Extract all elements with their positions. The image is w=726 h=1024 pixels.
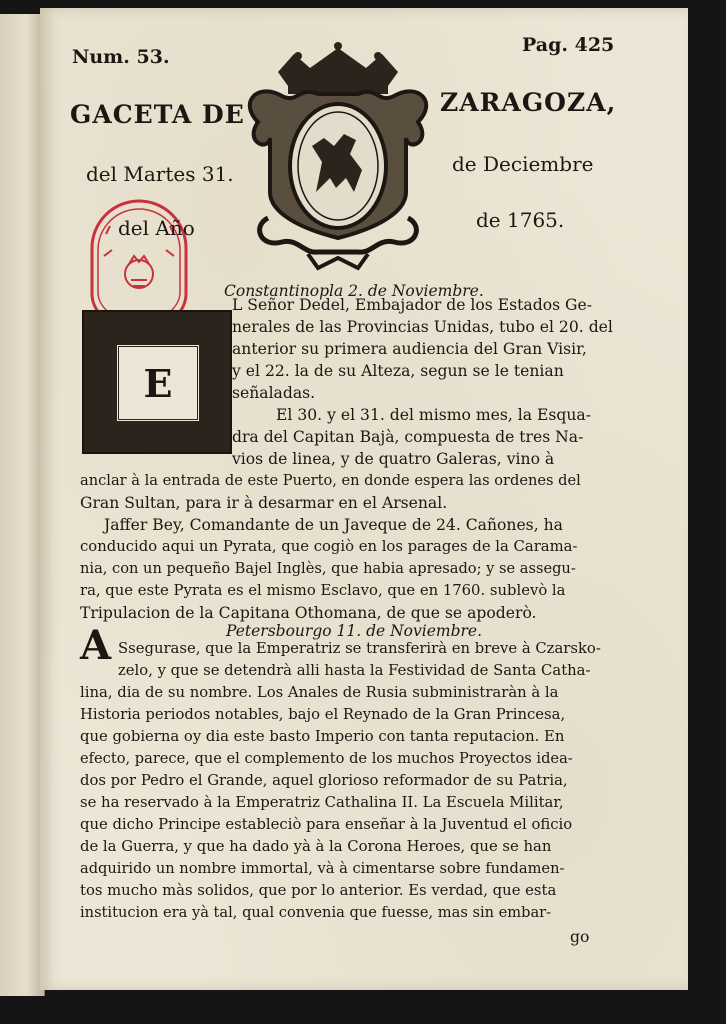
text-line: lina, dia de su nombre. Los Anales de Rusia subministraràn à la	[80, 684, 559, 701]
text-line: El 30. y el 31. del mismo mes, la Esqua-	[276, 406, 591, 424]
issue-number: Num. 53.	[72, 46, 170, 68]
text-line: adquirido un nombre immortal, và à cimentarse sobre fundamen-	[80, 860, 565, 877]
gazette-page	[40, 8, 688, 990]
date-year-label: del Año	[118, 216, 195, 240]
page-number: Pag. 425	[522, 34, 615, 56]
drop-cap-a: A	[80, 622, 112, 669]
text-line: que dicho Principe estableciò para enseñar à la Juventud el oficio	[80, 816, 573, 833]
text-line: zelo, y que se detendrà alli hasta la Festividad de Santa Catha-	[118, 662, 591, 679]
text-line: anclar à la entrada de este Puerto, en donde espera las ordenes del	[80, 472, 581, 489]
text-line: conducido aqui un Pyrata, que cogiò en los parages de la Carama-	[80, 538, 578, 555]
decorated-initial	[82, 310, 232, 454]
dateline-petersbourgo: Petersbourgo 11. de Noviembre.	[226, 622, 483, 640]
text-line: nia, con un pequeño Bajel Inglès, que habia apresado; y se assegu-	[80, 560, 576, 577]
text-line: dra del Capitan Bajà, compuesta de tres Na-	[232, 428, 584, 446]
text-line: que gobierna oy dia este basto Imperio con tanta reputacion. En	[80, 728, 565, 745]
text-line: efecto, parece, que el complemento de los muchos Proyectos idea-	[80, 750, 573, 767]
text-line: Ssegurase, que la Emperatriz se transferirà en breve à Czarsko-	[118, 640, 601, 657]
initial-letter: E	[116, 344, 200, 422]
text-line: y el 22. la de su Alteza, segun se le tenian	[232, 362, 564, 380]
text-line: tos mucho màs solidos, que por lo anterior. Es verdad, que esta	[80, 882, 557, 899]
text-line: ra, que este Pyrata es el mismo Esclavo, que en 1760. sublevò la	[80, 582, 566, 599]
dateline-constantinopla: Constantinopla 2. de Noviembre.	[224, 282, 484, 300]
text-line: nerales de las Provincias Unidas, tubo el 20. del	[232, 318, 613, 336]
catchword: go	[570, 928, 590, 946]
coat-of-arms-icon	[238, 42, 438, 272]
previous-page-edge	[0, 14, 45, 996]
date-month: de Deciembre	[452, 152, 594, 176]
text-line: vios de linea, y de quatro Galeras, vino à	[232, 450, 555, 468]
text-line: institucion era yà tal, qual convenia que fuesse, mas sin embar-	[80, 904, 552, 921]
text-line: Historia periodos notables, bajo el Reynado de la Gran Princesa,	[80, 706, 566, 723]
title-right: ZARAGOZA,	[440, 88, 617, 117]
date-year: de 1765.	[476, 208, 565, 232]
text-line: se ha reservado à la Emperatriz Cathalina II. La Escuela Militar,	[80, 794, 564, 811]
library-stamp-icon	[84, 190, 194, 330]
text-line: anterior su primera audiencia del Gran Visir,	[232, 340, 587, 358]
text-line: de la Guerra, y que ha dado yà à la Corona Heroes, que se han	[80, 838, 552, 855]
title-left: GACETA DE	[70, 100, 245, 129]
text-line: Tripulacion de la Capitana Othomana, de que se apoderò.	[80, 604, 537, 622]
text-line: Gran Sultan, para ir à desarmar en el Arsenal.	[80, 494, 448, 512]
text-line: Jaffer Bey, Comandante de un Javeque de 24. Cañones, ha	[104, 516, 563, 534]
text-line: señaladas.	[232, 384, 316, 402]
text-line: L Señor Dedel, Embajador de los Estados Ge-	[232, 296, 593, 314]
text-line: dos por Pedro el Grande, aquel glorioso reformador de su Patria,	[80, 772, 568, 789]
date-weekday: del Martes 31.	[86, 162, 234, 186]
